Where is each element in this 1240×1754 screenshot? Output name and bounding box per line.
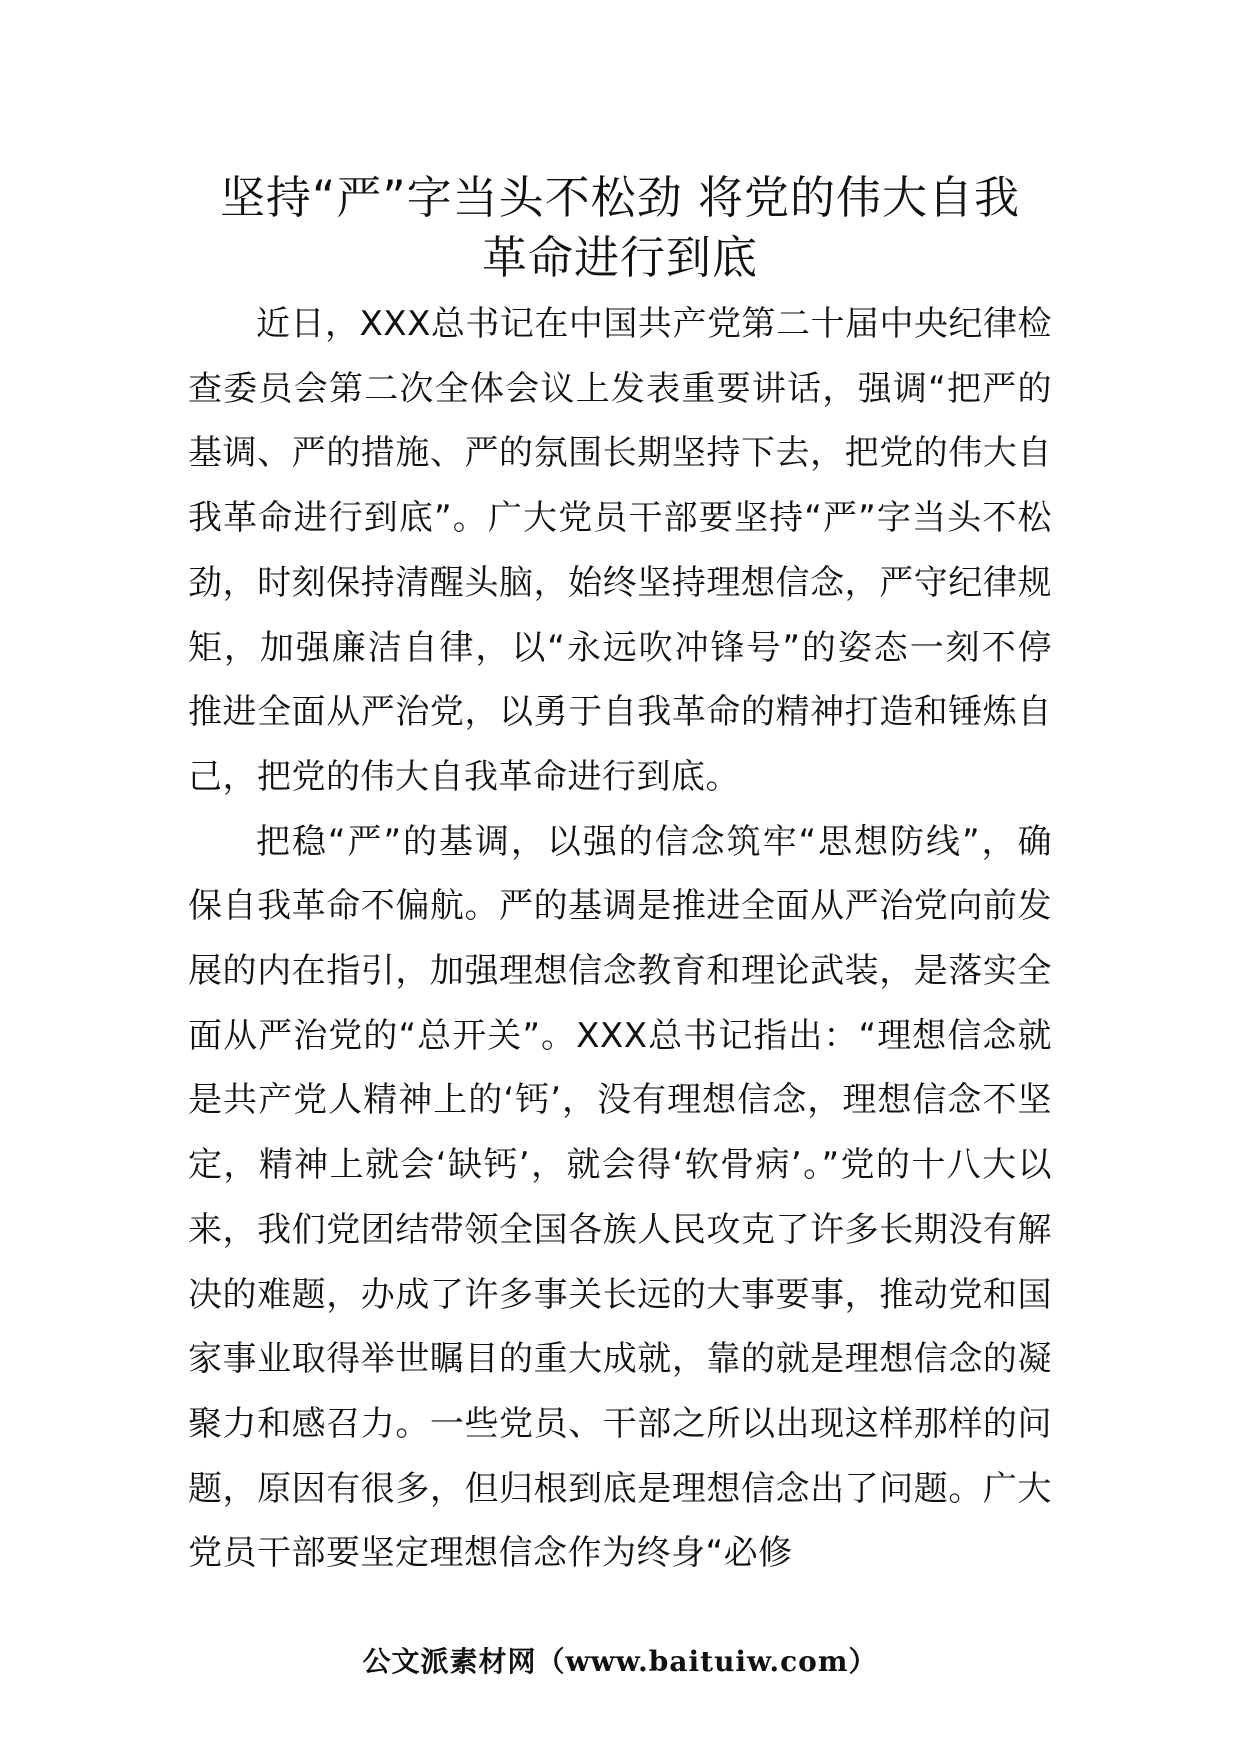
title-line-1: 坚持“严”字当头不松劲 将党的伟大自我 bbox=[220, 171, 1020, 224]
document-title bbox=[188, 168, 1052, 288]
document-body bbox=[188, 292, 1052, 1586]
title-line-2: 革命进行到底 bbox=[481, 231, 758, 284]
paragraph-2: 把稳“严”的基调，以强的信念筑牢“思想防线”，确保自我革命不偏航。严的基调是推进全面从严治党向前发展的内在指引，加强理想信念教育和理论武装，是落实全面从严治党的“总开关”。XXX总书记指出：“理想信念就是共产党人精神上的‘钙’，没有理想信念，理想信念不坚定，精神上就会‘缺钙’，就会得‘软骨病’。”党的十八大以来，我们党团结带领全国各族人民攻克了许多长期没有解决的难题，办成了许多事关长远的大事要事，推动党和国家事业取得举世瞩目的重大成就，靠的就是理想信念的凝聚力和感召力。一些党员、干部之所以出现这样那样的问题，原因有很多，但归根到底是理想信念出了问题。广大党员干部要坚定理想信念作为终身“必修 bbox=[188, 821, 1052, 1574]
footer-watermark: 公文派素材网（www.baituiw.com） bbox=[362, 1645, 878, 1678]
paragraph-1: 近日，XXX总书记在中国共产党第二十届中央纪律检查委员会第二次全体会议上发表重要讲话，强调“把严的基调、严的措施、严的氛围长期坚持下去，把党的伟大自我革命进行到底”。广大党员干部要坚持“严”字当头不松劲，时刻保持清醒头脑，始终坚持理想信念，严守纪律规矩，加强廉洁自律，以“永远吹冲锋号”的姿态一刻不停推进全面从严治党，以勇于自我革命的精神打造和锤炼自己，把党的伟大自我革命进行到底。 bbox=[188, 304, 1052, 797]
